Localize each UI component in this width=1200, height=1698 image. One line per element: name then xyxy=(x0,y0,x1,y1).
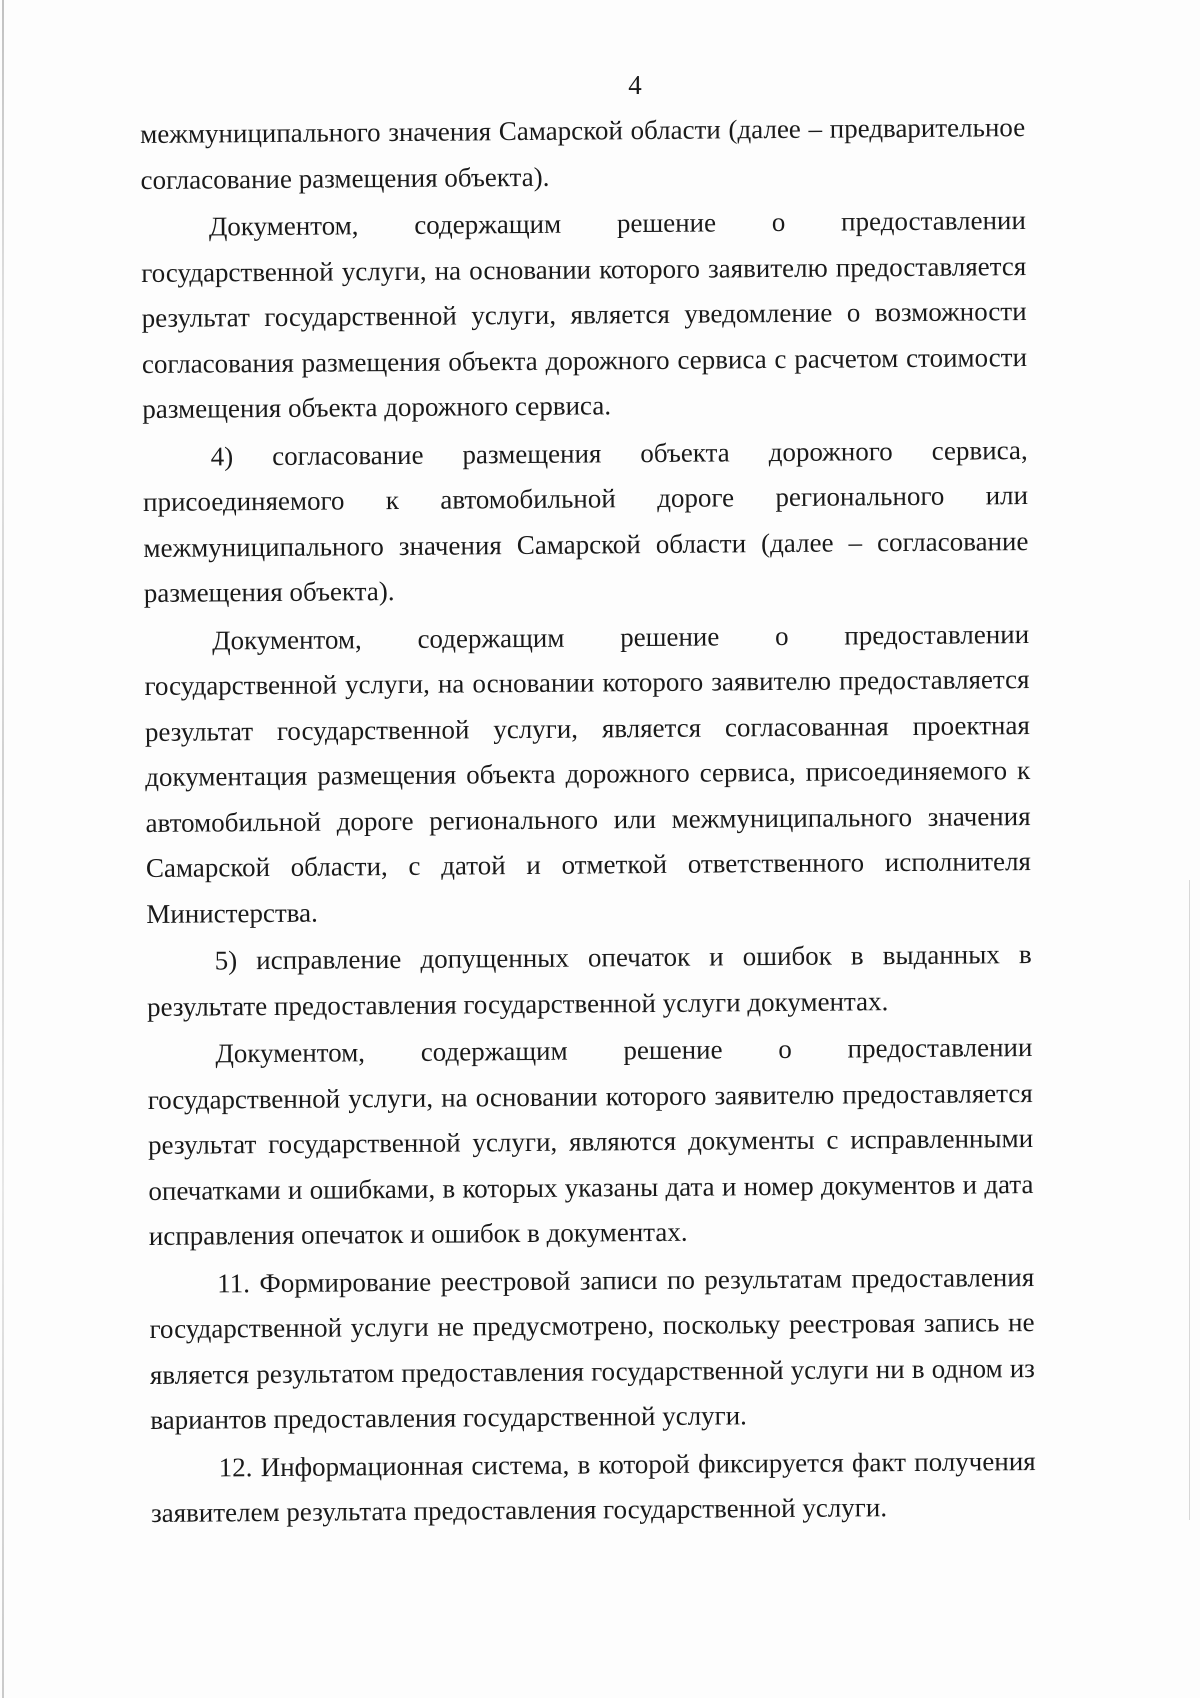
scan-edge-right xyxy=(1189,880,1190,1520)
paragraph-item-5: 5) исправление допущенных опечаток и ошибок в выданных в результате предоставления государственной услуги документах. xyxy=(146,939,1032,1022)
paragraph-clause-11: 11. Формирование реестровой записи по результатам предоставления государственной услуги не предусмотрено, поскольку реестровая запись не является результатом предоставления государственной услуги ни в одном из вариантов предоставления государственной услуги. xyxy=(149,1261,1036,1435)
paragraph: Документом, содержащим решение о предоставлении государственной услуги, на основании которого заявителю предоставляется результат государственной услуги, является согласованная проектная документация размещения объекта дорожного сервиса, присоединяемого к автомобильной дороге регионального или межмуниципального значения Самарской области, с датой и отметкой ответственного исполнителя Министерства. xyxy=(144,618,1032,929)
paragraph-clause-12: 12. Информационная система, в которой фиксируется факт получения заявителем результата предоставления государственной услуги. xyxy=(150,1445,1036,1528)
paragraph-item-4: 4) согласование размещения объекта дорожного сервиса, присоединяемого к автомобильной дороге регионального или межмуниципального значения Самарской области (далее – согласование размещения объекта). xyxy=(142,434,1029,608)
paragraph: Документом, содержащим решение о предоставлении государственной услуги, на основании которого заявителю предоставляется результат государственной услуги, является уведомление о возможности согласования размещения объекта дорожного сервиса с расчетом стоимости размещения объекта дорожного сервиса. xyxy=(141,205,1028,424)
paragraph-continuation: межмуниципального значения Самарской области (далее – предварительное согласование размещения объекта). xyxy=(140,112,1026,195)
paragraph: Документом, содержащим решение о предоставлении государственной услуги, на основании которого заявителю предоставляется результат государственной услуги, являются документы с исправленными опечатками и ошибками, в которых указаны дата и номер документов и дата исправления опечаток и ошибок в документах. xyxy=(147,1032,1034,1251)
scan-edge-left xyxy=(2,0,4,1698)
document-body xyxy=(140,105,1036,1538)
page-number: 4 xyxy=(628,70,642,100)
